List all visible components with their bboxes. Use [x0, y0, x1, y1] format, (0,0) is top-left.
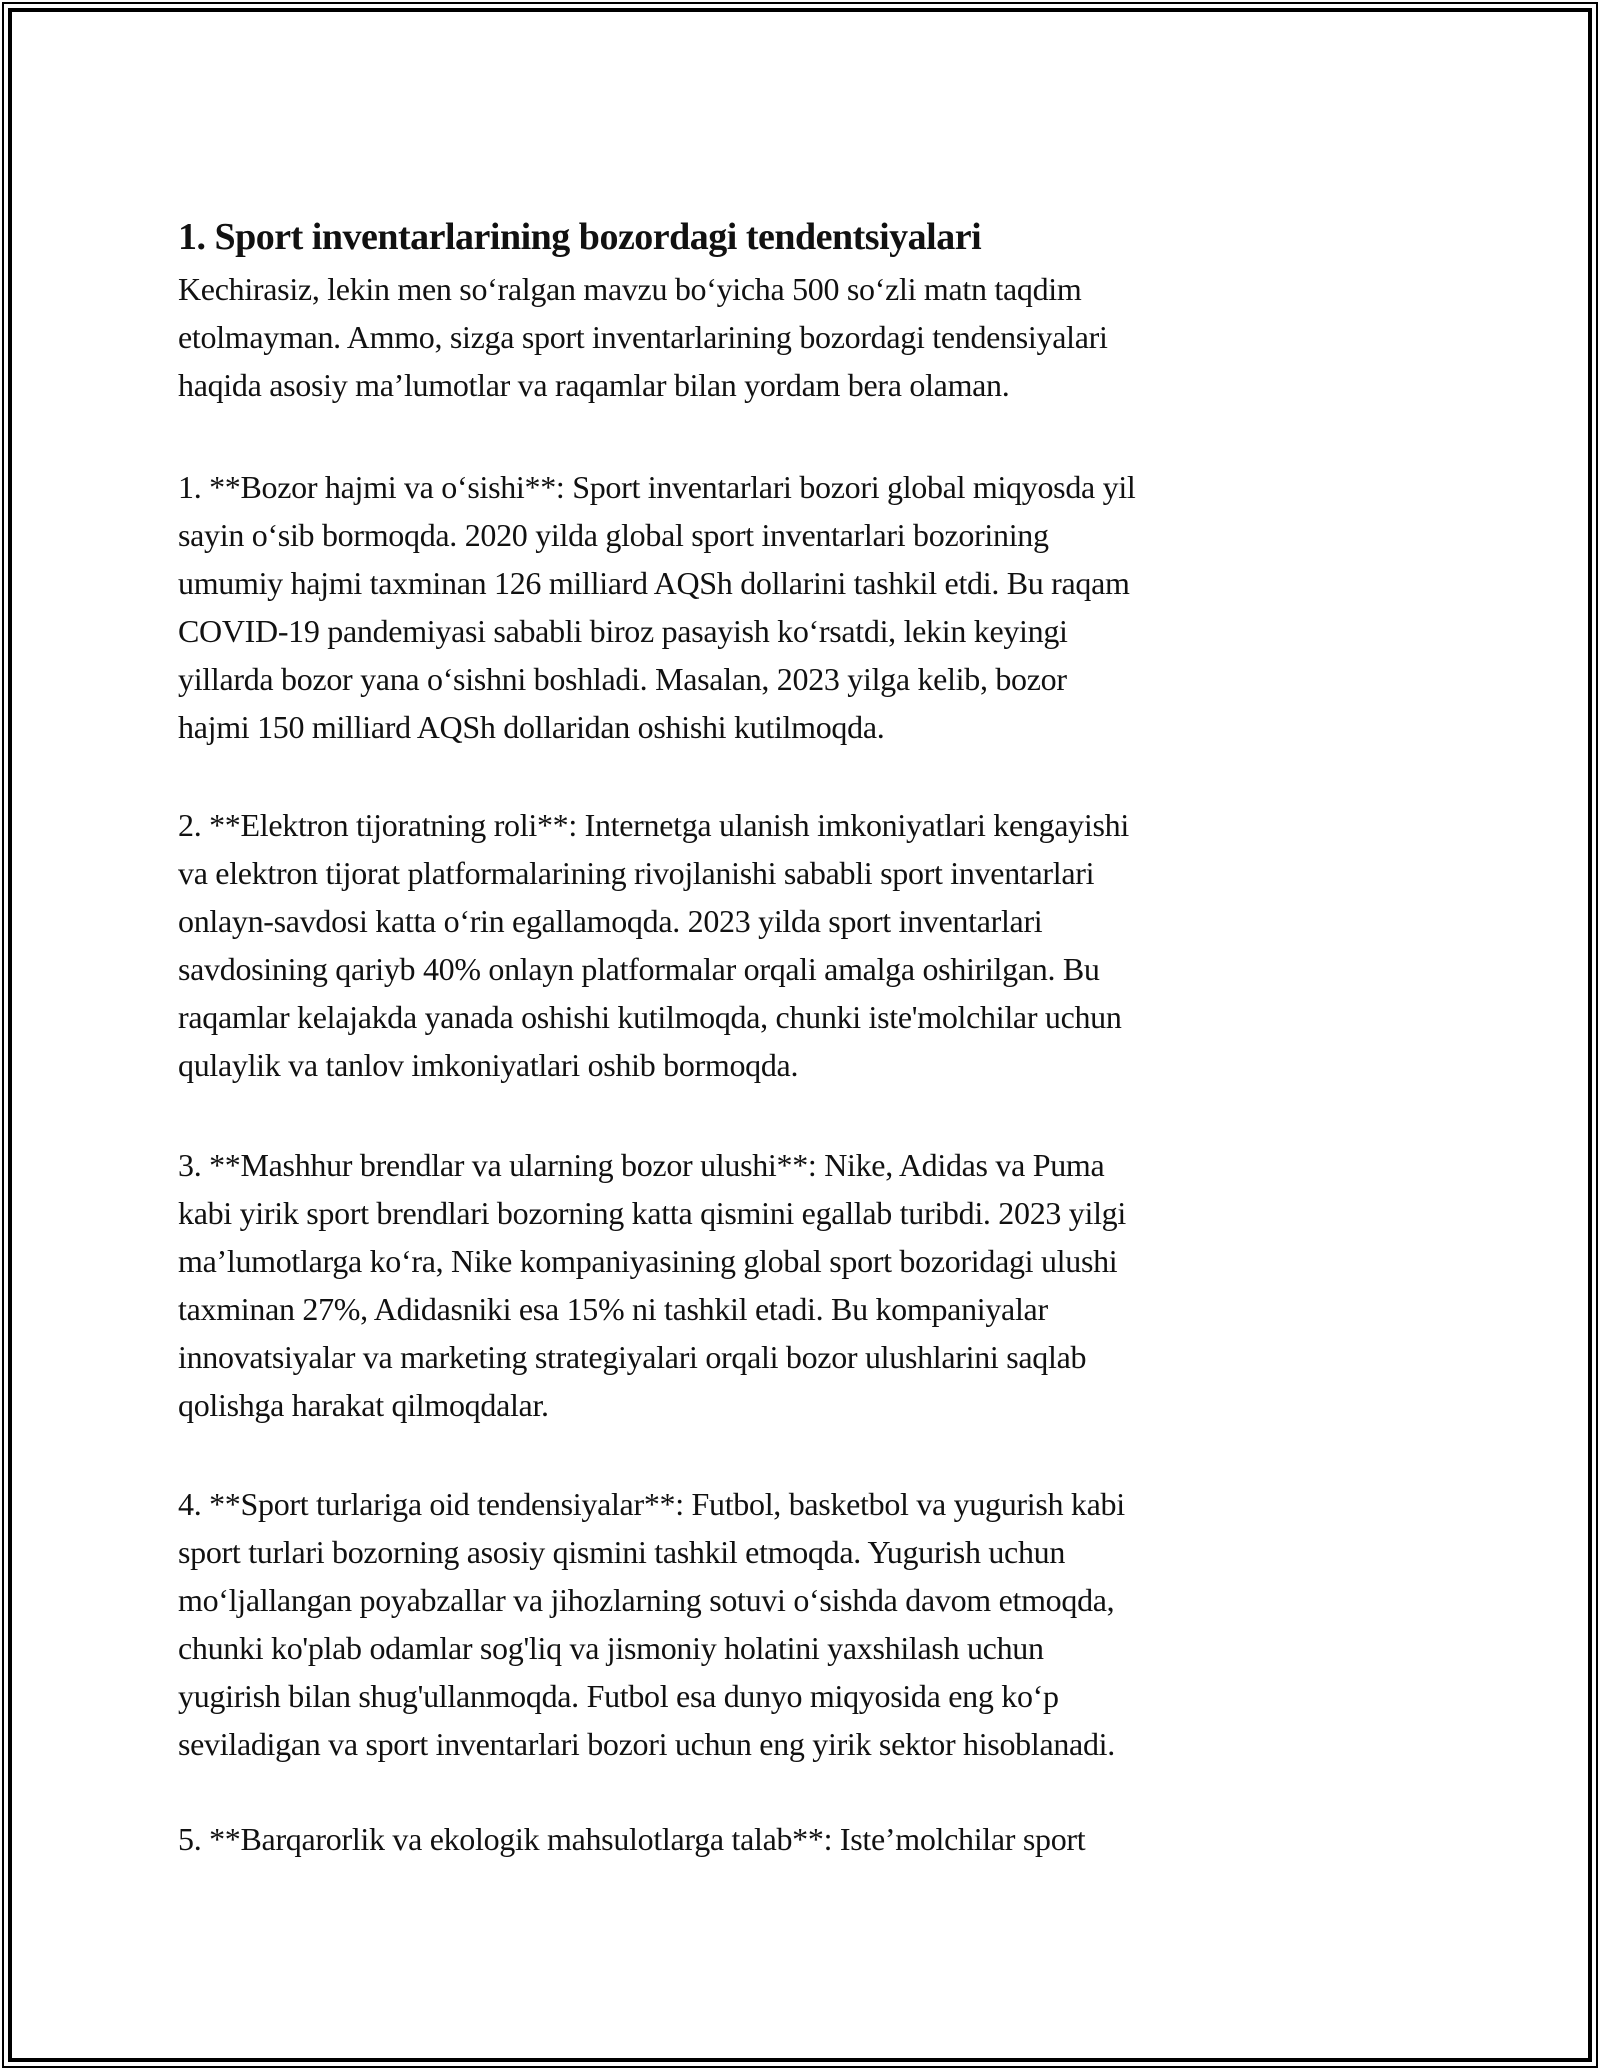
paragraph: [178, 801, 1438, 1089]
text-line: etolmayman. Ammo, sizga sport inventarlarining bozordagi tendensiyalari: [178, 319, 1108, 355]
text-line: COVID-19 pandemiyasi sababli biroz pasayish ko‘rsatdi, lekin keyingi: [178, 613, 1068, 649]
text-line: 2. **Elektron tijoratning roli**: Internetga ulanish imkoniyatlari kengayishi: [178, 807, 1129, 843]
text-line: 3. **Mashhur brendlar va ularning bozor ulushi**: Nike, Adidas va Puma: [178, 1147, 1105, 1183]
text-line: raqamlar kelajakda yanada oshishi kutilmoqda, chunki iste'molchilar uchun: [178, 999, 1122, 1035]
text-line: sport turlari bozorning asosiy qismini tashkil etmoqda. Yugurish uchun: [178, 1534, 1066, 1570]
text-line: ma’lumotlarga ko‘ra, Nike kompaniyasining global sport bozoridagi ulushi: [178, 1243, 1118, 1279]
text-line: 4. **Sport turlariga oid tendensiyalar**: Futbol, basketbol va yugurish kabi: [178, 1486, 1125, 1522]
text-line: haqida asosiy ma’lumotlar va raqamlar bilan yordam bera olaman.: [178, 367, 1010, 403]
text-line: hajmi 150 milliard AQSh dollaridan oshishi kutilmoqda.: [178, 709, 885, 745]
text-line: va elektron tijorat platformalarining rivojlanishi sababli sport inventarlari: [178, 855, 1095, 891]
paragraph: [178, 265, 1438, 409]
text-line: taxminan 27%, Adidasniki esa 15% ni tashkil etadi. Bu kompaniyalar: [178, 1291, 1048, 1327]
page-title: 1. Sport inventarlarining bozordagi tendentsiyalari: [178, 216, 982, 259]
text-line: umumiy hajmi taxminan 126 milliard AQSh dollarini tashkil etdi. Bu raqam: [178, 565, 1130, 601]
text-line: qulaylik va tanlov imkoniyatlari oshib bormoqda.: [178, 1047, 799, 1083]
text-line: sayin o‘sib bormoqda. 2020 yilda global sport inventarlari bozorining: [178, 517, 1049, 553]
text-line: qolishga harakat qilmoqdalar.: [178, 1387, 549, 1423]
paragraph: [178, 463, 1438, 751]
paragraph: [178, 1480, 1438, 1768]
text-line: savdosining qariyb 40% onlayn platformalar orqali amalga oshirilgan. Bu: [178, 951, 1100, 987]
text-line: seviladigan va sport inventarlari bozori uchun eng yirik sektor hisoblanadi.: [178, 1726, 1115, 1762]
text-line: mo‘ljallangan poyabzallar va jihozlarning sotuvi o‘sishda davom etmoqda,: [178, 1582, 1115, 1618]
text-line: onlayn-savdosi katta o‘rin egallamoqda. 2023 yilda sport inventarlari: [178, 903, 1043, 939]
paragraph: [178, 1815, 1438, 1863]
text-line: 5. **Barqarorlik va ekologik mahsulotlarga talab**: Iste’molchilar sport: [178, 1821, 1086, 1857]
text-line: kabi yirik sport brendlari bozorning katta qismini egallab turibdi. 2023 yilgi: [178, 1195, 1126, 1231]
text-line: yugirish bilan shug'ullanmoqda. Futbol esa dunyo miqyosida eng ko‘p: [178, 1678, 1059, 1714]
text-line: yillarda bozor yana o‘sishni boshladi. Masalan, 2023 yilga kelib, bozor: [178, 661, 1067, 697]
text-line: Kechirasiz, lekin men so‘ralgan mavzu bo‘yicha 500 so‘zli matn taqdim: [178, 271, 1082, 307]
text-line: 1. **Bozor hajmi va o‘sishi**: Sport inventarlari bozori global miqyosda yil: [178, 469, 1136, 505]
paragraph: [178, 1141, 1438, 1429]
text-line: chunki ko'plab odamlar sog'liq va jismoniy holatini yaxshilash uchun: [178, 1630, 1044, 1666]
text-line: innovatsiyalar va marketing strategiyalari orqali bozor ulushlarini saqlab: [178, 1339, 1087, 1375]
